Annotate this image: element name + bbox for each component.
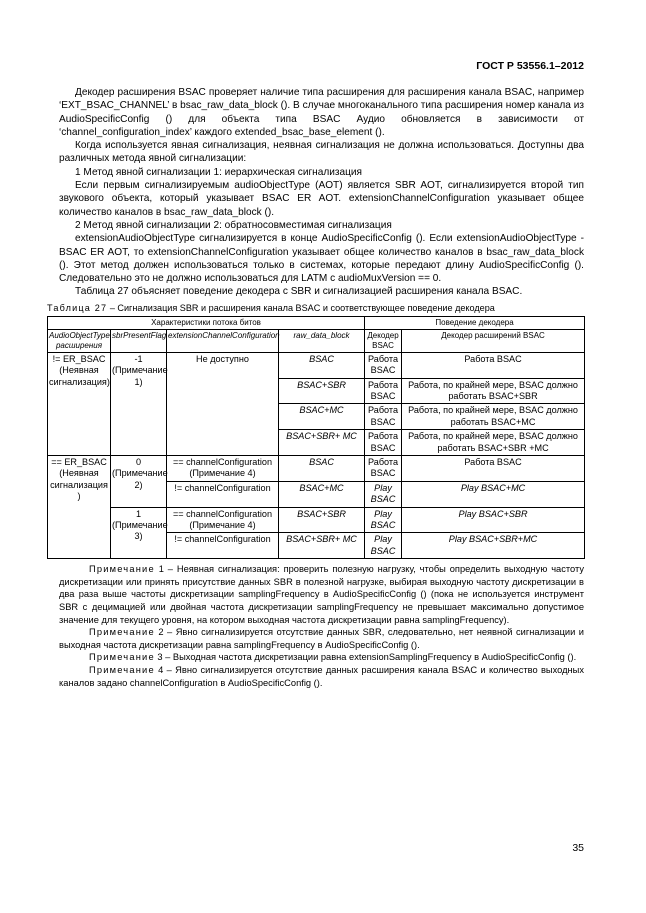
note-label: Примечание (89, 665, 155, 675)
cell-raw: BSAC+MC (279, 404, 365, 430)
cell-ecc: == channelConfiguration (Примечание 4) (167, 507, 279, 533)
cell-raw: BSAC+MC (279, 481, 365, 507)
cell-dec: Работа BSAC (365, 352, 402, 378)
note-4 (59, 664, 584, 689)
page-body (47, 86, 584, 689)
cell-ecc: != channelConfiguration (167, 481, 279, 507)
cell-ext: Работа, по крайней мере, BSAC должно работать BSAC+SBR +MC (402, 430, 585, 456)
paragraph-5: 2 Метод явной сигнализации 2: обратносовместимая сигнализация (75, 219, 392, 231)
cell-ext: Play BSAC+SBR+MC (402, 533, 585, 559)
table-notes (59, 563, 584, 689)
note-label: Примечание (89, 564, 155, 575)
paragraph-1: Декодер расширения BSAC проверяет наличие типа расширения для расширения канала BSAC, например ‘EXT_BSAC_CHANNEL’ в bsac_raw_data_block (). В случае многоканального типа расширения номер канала из AudioSpecificConfig () для объекта типа BSAC Аудио обновляется в зависимости от ‘channel_configuration_index’ каждого extended_bsac_base_element (). (59, 87, 584, 138)
cell-dec: Работа BSAC (365, 430, 402, 456)
document-id: ГОСТ Р 53556.1–2012 (476, 60, 584, 72)
table-header-row (48, 329, 585, 352)
note-text: 4 – Явно сигнализируется отсутствие данных расширения канала BSAC и количество выходных каналов задано channelConfiguration в AudioSpecificConfig (). (59, 665, 584, 688)
cell-raw: BSAC+SBR (279, 507, 365, 533)
cell-raw: BSAC+SBR (279, 378, 365, 404)
cell-ext: Play BSAC+MC (402, 481, 585, 507)
page-number: 35 (572, 842, 584, 854)
cell-raw: BSAC+SBR+ MC (279, 533, 365, 559)
table-row (48, 507, 585, 533)
note-label: Примечание (89, 652, 155, 663)
table-caption (47, 302, 587, 314)
table-caption-label: Таблица 27 (47, 302, 108, 313)
cell-raw: BSAC (279, 352, 365, 378)
signaling-table (47, 316, 585, 560)
paragraph-6: extensionAudioObjectType сигнализируется в конце AudioSpecificConfig (). Если extensionAudioObjectType - BSAC ER AOT, то extensionChannelConfiguration указывает общее количество каналов в bsac_raw_data_block (). Этот метод должен использоваться только в системах, которые передают длину AudioSpecificConfig (). Следовательно это не должно использоваться для LATM с audioMuxVersion == 0. (59, 233, 584, 285)
cell-dec: Play BSAC (365, 533, 402, 559)
note-2 (59, 626, 584, 651)
table-row (48, 352, 585, 378)
cell-ecc: != channelConfiguration (167, 533, 279, 559)
col-header-aot: AudioObjectType расширения (48, 329, 111, 352)
cell-ext: Работа BSAC (402, 352, 585, 378)
cell-dec: Работа BSAC (365, 456, 402, 482)
table-group-header-row (48, 316, 585, 329)
cell-aot-2: == ER_BSAC (Неявная сигнализация ) (48, 456, 111, 559)
table-row (48, 456, 585, 482)
note-text: 2 – Явно сигнализируется отсутствие данных SBR, следовательно, нет неявной сигнализации и выходная частота дискретизации равна samplingFrequency в AudioSpecificConfig (). (59, 627, 584, 650)
note-1 (59, 563, 584, 626)
col-header-raw: raw_data_block (279, 329, 365, 352)
paragraph-3: 1 Метод явной сигнализации 1: иерархическая сигнализация (75, 166, 362, 178)
cell-ext: Работа, по крайней мере, BSAC должно работать BSAC+SBR (402, 378, 585, 404)
col-header-ext: Декодер расширений BSAC (402, 329, 585, 352)
cell-raw: BSAC (279, 456, 365, 482)
note-text: 1 – Неявная сигнализация: проверить полезную нагрузку, чтобы определить выходную частоту дискретизации или принять присутствие данных SBR в полезной нагрузке, выбирая выходную частоту дискретизации в два раза выше частоты дискретизации samplingFrequency в AudioSpecificConfig () (пока не используется инструмент SBR с децимацией или двойная частота дискретизации samplingFrequency не превышает максимально допустимое значение для текущего уровня, на котором выходная частота дискретизации равна samplingFrequency). (59, 564, 584, 625)
cell-sbr-2: 0 (Примечание 2) (111, 456, 167, 508)
cell-ext: Работа BSAC (402, 456, 585, 482)
cell-aot-1: != ER_BSAC (Неявная сигнализация) (48, 352, 111, 455)
cell-ecc: == channelConfiguration (Примечание 4) (167, 456, 279, 482)
cell-raw: BSAC+SBR+ MC (279, 430, 365, 456)
paragraph-2: Когда используется явная сигнализация, неявная сигнализация не должна использоваться. Доступны два различных метода явной сигнализации: (59, 140, 584, 165)
group-header-decoder: Поведение декодера (365, 316, 585, 329)
cell-dec: Работа BSAC (365, 378, 402, 404)
table-caption-text: – Сигнализация SBR и расширения канала BSAC и соответствующее поведение декодера (107, 302, 495, 313)
paragraph-7: Таблица 27 объясняет поведение декодера с SBR и сигнализацией расширения канала BSAC. (75, 286, 523, 298)
col-header-dec: Декодер BSAC (365, 329, 402, 352)
cell-dec: Play BSAC (365, 507, 402, 533)
cell-ext: Работа, по крайней мере, BSAC должно работать BSAC+MC (402, 404, 585, 430)
paragraph-4: Если первым сигнализируемым audioObjectType (AOT) является SBR AOT, сигнализируется второй тип звукового объекта, который указывает BSAC ER AOT. extensionChannelConfiguration указывает общее количество каналов в bsac_raw_data_block (). (59, 180, 584, 218)
cell-sbr-3: 1 (Примечание 3) (111, 507, 167, 559)
note-label: Примечание (89, 627, 155, 638)
cell-ext: Play BSAC+SBR (402, 507, 585, 533)
cell-dec: Работа BSAC (365, 404, 402, 430)
note-text: 3 – Выходная частота дискретизации равна extensionSamplingFrequency в AudioSpecificConfig (). (154, 652, 577, 663)
cell-dec: Play BSAC (365, 481, 402, 507)
group-header-stream: Характеристики потока битов (48, 316, 365, 329)
col-header-sbr: sbrPresentFlag (111, 329, 167, 352)
note-3 (59, 651, 584, 664)
cell-ecc-1: Не доступно (167, 352, 279, 455)
cell-sbr-1: -1 (Примечание 1) (111, 352, 167, 455)
col-header-ecc: extensionChannelConfiguration (167, 329, 279, 352)
